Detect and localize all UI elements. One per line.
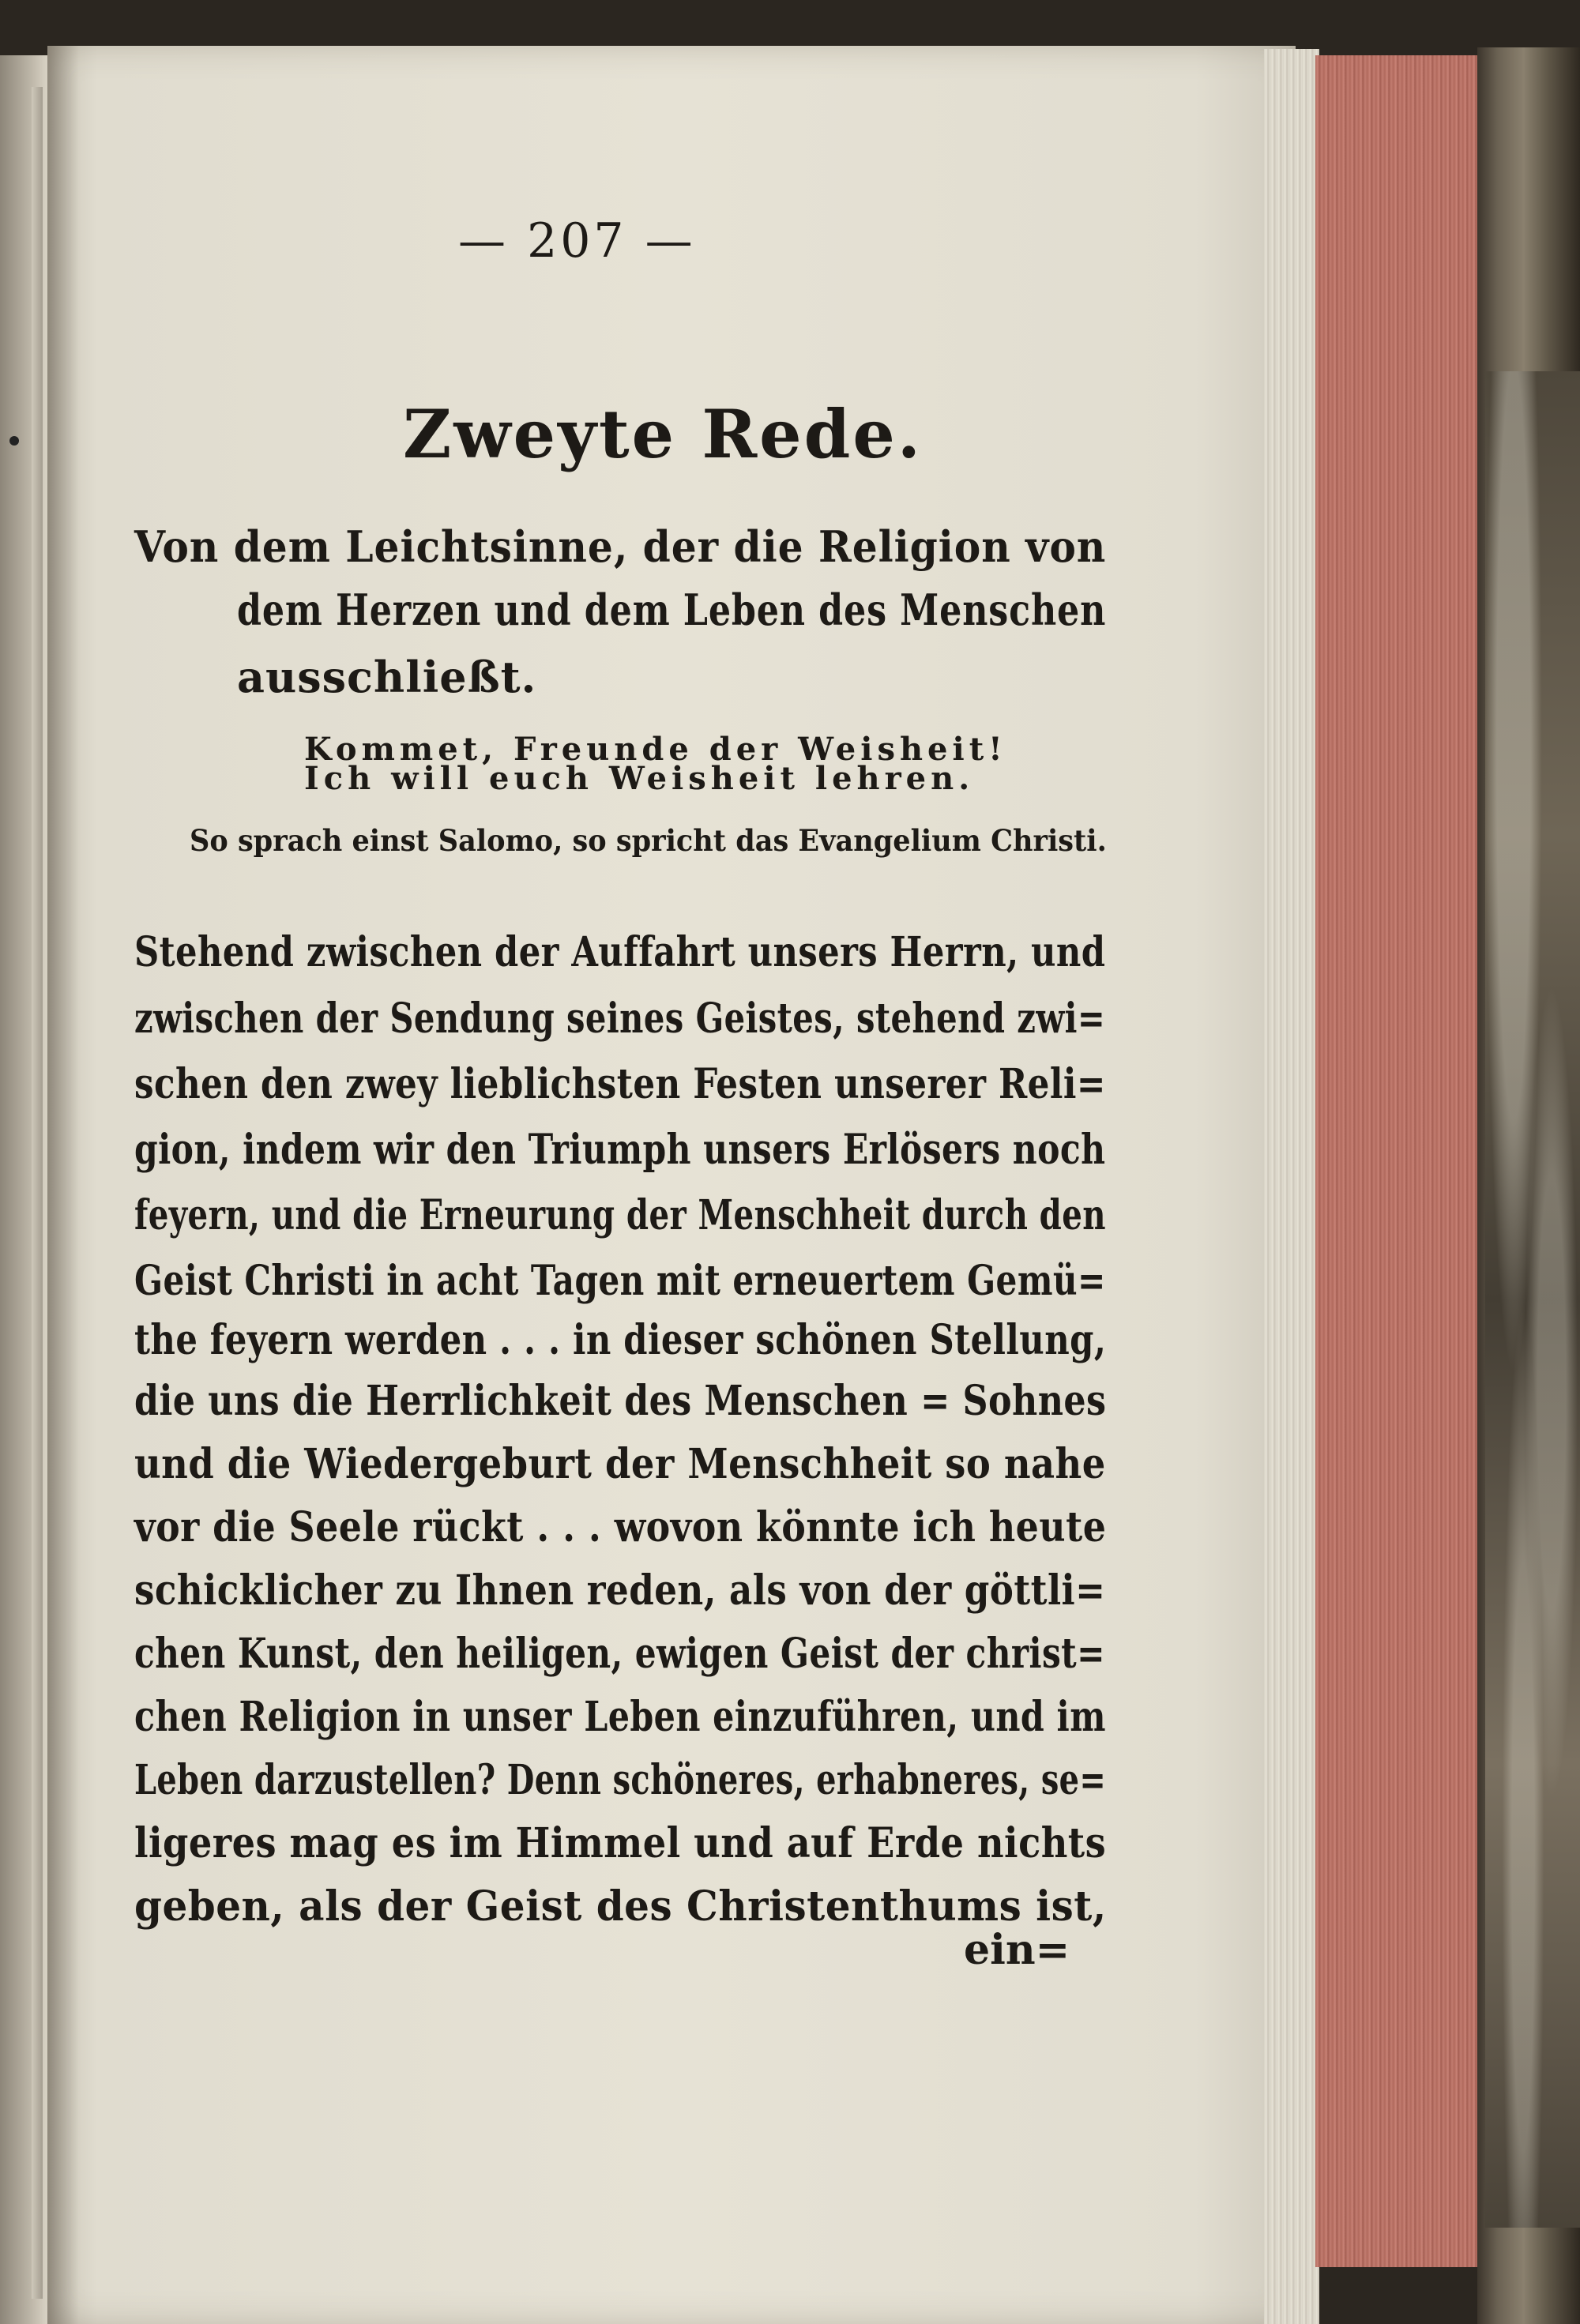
- left-page-edge: [0, 55, 47, 2324]
- catchword: ein=: [964, 1926, 1070, 1974]
- body-line: schen den zwey lieblichsten Festen unserer Reli=: [134, 1060, 1106, 1108]
- body-line: schicklicher zu Ihnen reden, als von der göttli=: [134, 1566, 1106, 1615]
- body-line: ligeres mag es im Himmel und auf Erde nichts: [134, 1819, 1107, 1867]
- body-line: geben, als der Geist des Christenthums ist,: [134, 1882, 1107, 1931]
- ink-dot: [9, 436, 19, 446]
- right-page: [47, 46, 1296, 2324]
- gutter-shadow: [47, 46, 79, 2324]
- body-line: Leben darzustellen? Denn schöneres, erhabneres, se=: [134, 1756, 1107, 1804]
- body-line: die uns die Herrlichkeit des Menschen = Sohnes: [134, 1377, 1107, 1425]
- body-line: und die Wiedergeburt der Menschheit so nahe: [134, 1440, 1106, 1488]
- heading-line-1: Von dem Leichtsinne, der die Religion von: [134, 521, 1107, 572]
- heading-line-2: dem Herzen und dem Leben des Menschen: [237, 585, 1107, 635]
- page-edges: [1264, 49, 1319, 2324]
- heading-line-3: ausschließt.: [237, 652, 537, 702]
- motto-attribution: So sprach einst Salomo, so spricht das Evangelium Christi.: [190, 823, 1107, 858]
- body-line: feyern, und die Erneurung der Menschheit durch den: [134, 1191, 1106, 1239]
- page-number: — 207 —: [458, 213, 696, 269]
- body-line: chen Religion in unser Leben einzuführen, und im: [134, 1693, 1106, 1741]
- body-line: gion, indem wir den Triumph unsers Erlösers noch: [134, 1126, 1106, 1174]
- motto-line-2: Ich will euch Weisheit lehren.: [304, 760, 975, 797]
- body-line: the feyern werden . . . in dieser schönen Stellung,: [134, 1316, 1107, 1364]
- red-page-block: [1315, 55, 1481, 2267]
- body-line: zwischen der Sendung seines Geistes, stehend zwi=: [134, 995, 1106, 1043]
- motto-line-1: Kommet, Freunde der Weisheit!: [304, 731, 1007, 768]
- body-line: chen Kunst, den heiligen, ewigen Geist der christ=: [134, 1630, 1105, 1678]
- body-line: Geist Christi in acht Tagen mit erneuertem Gemü=: [134, 1257, 1106, 1305]
- left-page-stub: [32, 87, 43, 2299]
- body-line: vor die Seele rückt . . . wovon könnte ich heute: [134, 1503, 1107, 1551]
- page-title: Zweyte Rede.: [403, 395, 924, 473]
- body-line: Stehend zwischen der Auffahrt unsers Herrn, und: [134, 928, 1106, 976]
- marbled-cover: [1485, 371, 1580, 2228]
